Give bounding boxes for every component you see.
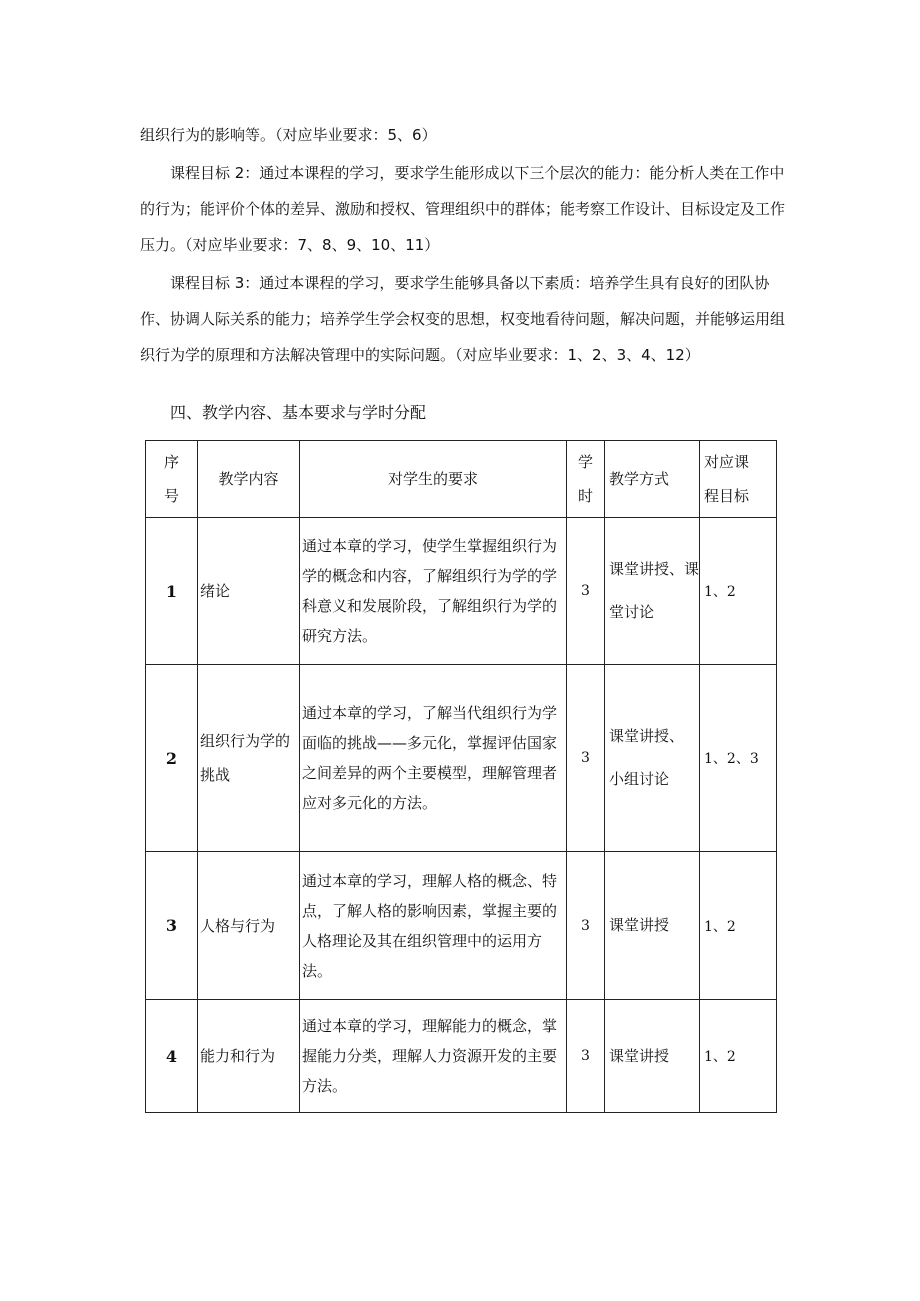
row-index: 4 — [146, 1000, 198, 1113]
row-objectives: 1、2、3 — [700, 665, 777, 852]
table-row — [146, 852, 777, 1000]
row-hours: 3 — [567, 518, 605, 665]
course-goal-2: 课程目标 2：通过本课程的学习，要求学生能形成以下三个层次的能力：能分析人类在工作中的行为；能评价个体的差异、激励和授权、管理组织中的群体；能考察工作设计、目标设定及工作压力。（对应毕业要求：7、8、9、10、11） — [140, 164, 786, 254]
row-objectives: 1、2 — [700, 852, 777, 1000]
row-hours: 3 — [567, 852, 605, 1000]
row-topic: 人格与行为 — [198, 852, 300, 1000]
row-topic: 能力和行为 — [198, 1000, 300, 1113]
row-objectives: 1、2 — [700, 518, 777, 665]
row-requirement: 通过本章的学习，使学生掌握组织行为学的概念和内容，了解组织行为学的学科意义和发展阶段，了解组织行为学的研究方法。 — [300, 518, 567, 665]
continued-paragraph: 组织行为的影响等。（对应毕业要求：5、6） — [140, 126, 437, 144]
row-requirement: 通过本章的学习，理解人格的概念、特点，了解人格的影响因素，掌握主要的人格理论及其在组织管理中的运用方法。 — [300, 852, 567, 1000]
table-row — [146, 665, 777, 852]
row-method: 课堂讲授 — [605, 852, 700, 1000]
row-index: 1 — [146, 518, 198, 665]
table-header-row — [146, 441, 777, 518]
row-requirement: 通过本章的学习，理解能力的概念，掌握能力分类，理解人力资源开发的主要方法。 — [300, 1000, 567, 1113]
row-method: 课堂讲授、课堂讨论 — [605, 518, 700, 665]
row-hours: 3 — [567, 665, 605, 852]
row-index: 2 — [146, 665, 198, 852]
table-row — [146, 1000, 777, 1113]
course-goal-3: 课程目标 3：通过本课程的学习，要求学生能够具备以下素质：培养学生具有良好的团队协作、协调人际关系的能力；培养学生学会权变的思想，权变地看待问题，解决问题，并能够运用组织行为学的原理和方法解决管理中的实际问题。（对应毕业要求：1、2、3、4、12） — [140, 274, 786, 364]
header-method: 教学方式 — [605, 441, 700, 518]
header-content: 教学内容 — [198, 441, 300, 518]
header-hours: 学 时 — [567, 441, 605, 518]
row-index: 3 — [146, 852, 198, 1000]
header-objective: 对应课 程目标 — [700, 441, 777, 518]
row-topic: 组织行为学的挑战 — [198, 665, 300, 852]
row-requirement: 通过本章的学习，了解当代组织行为学面临的挑战——多元化，掌握评估国家之间差异的两个主要模型，理解管理者应对多元化的方法。 — [300, 665, 567, 852]
row-objectives: 1、2 — [700, 1000, 777, 1113]
teaching-plan-table — [145, 440, 777, 1113]
row-topic: 绪论 — [198, 518, 300, 665]
header-requirement: 对学生的要求 — [300, 441, 567, 518]
section-heading: 四、教学内容、基本要求与学时分配 — [170, 403, 427, 422]
row-method: 课堂讲授、 小组讨论 — [605, 665, 700, 852]
table-row — [146, 518, 777, 665]
header-index: 序 号 — [146, 441, 198, 518]
row-hours: 3 — [567, 1000, 605, 1113]
row-method: 课堂讲授 — [605, 1000, 700, 1113]
